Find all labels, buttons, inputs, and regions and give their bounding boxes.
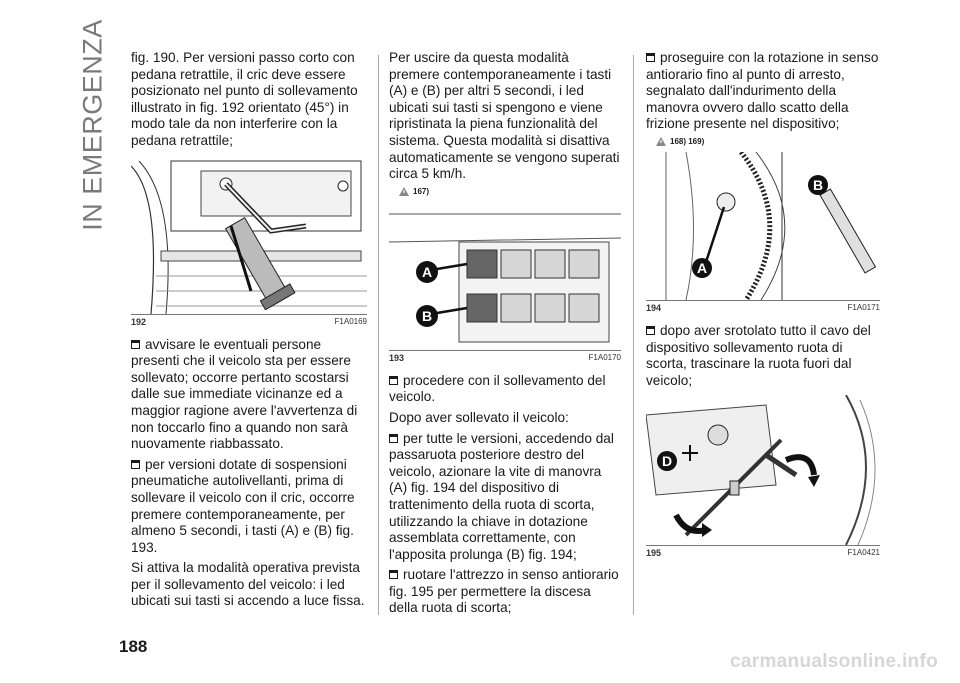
- figure-caption: 194 F1A0171: [646, 302, 880, 313]
- bullet-icon: [646, 53, 655, 62]
- bullet-item: procedere con il sollevamento del veicolo.: [389, 372, 606, 405]
- watermark: carmanualsonline.info: [730, 651, 938, 672]
- figure-caption: 192 F1A0169: [131, 316, 367, 327]
- spare-wheel-screw-illustration: [646, 152, 880, 300]
- warning-reference: 167): [399, 187, 621, 196]
- paragraph: Dopo aver sollevato il veicolo:: [389, 409, 569, 425]
- paragraph: Per uscire da questa modalità premere contemporaneamente i tasti (A) e (B) per altri 5 secondi, i led ubicati sui tasti si spengono e viene ripristinata la piena funzionalità del sistema. Questa modalità si disattiva automaticamente se vengono superati circa 5 km/h.: [389, 50, 620, 182]
- label-b: B: [812, 176, 824, 193]
- label-a: A: [421, 263, 433, 280]
- column-3: [646, 50, 880, 568]
- bullet-icon: [389, 570, 398, 579]
- label-d: D: [661, 453, 673, 470]
- figure-194: [646, 152, 880, 301]
- paragraph: fig. 190. Per versioni passo corto con pedana retrattile, il cric deve essere posizionato nel punto di sollevamento illustrato in fig. 192 orientato (45°) in modo tale da non interferire con la pedana retrattile;: [131, 50, 358, 148]
- column-2: [389, 50, 621, 621]
- label-b: B: [421, 307, 433, 324]
- figure-195: [646, 395, 880, 546]
- warning-reference: 168) 169): [656, 137, 880, 146]
- warning-icon: [656, 137, 666, 146]
- figure-192: [131, 156, 367, 315]
- bullet-item: avvisare le eventuali persone presenti che il veicolo sta per essere sollevato; occorre pertanto scostarsi dalle sue immediate vicinanze ed a maggior ragione avere l'avvertenza di non toccarlo fino a quando non sarà nuovamente riabbassato.: [131, 336, 358, 452]
- jack-position-illustration: [131, 156, 367, 314]
- label-a: A: [696, 259, 708, 276]
- bullet-item: proseguire con la rotazione in senso antiorario fino al punto di arresto, segnalato dall'indurimento della manovra ovvero dallo scatto della frizione presente nel dispositivo;: [646, 50, 879, 132]
- bullet-item: dopo aver srotolato tutto il cavo del dispositivo sollevamento ruota di scorta, trascinare la ruota fuori dal veicolo;: [646, 322, 871, 388]
- figure-193: [389, 202, 621, 351]
- column-1: [131, 50, 367, 614]
- bullet-item: per tutte le versioni, accedendo dal passaruota posteriore destro del veicolo, azionare la vite di manovra (A) fig. 194 del dispositivo di trattenimento della ruota di scorta, utilizzando la chiave in dotazione assemblata correttamente, con l'apposita prolunga (B) fig. 194;: [389, 430, 614, 562]
- bullet-icon: [389, 376, 398, 385]
- figure-caption: 195 F1A0421: [646, 548, 880, 559]
- column-divider: [378, 55, 379, 615]
- bullet-item: per versioni dotate di sospensioni pneumatiche autolivellanti, prima di sollevare il veicolo con il cric, occorre premere contemporaneamente, per almeno 5 secondi, i tasti (A) e (B) fig. 193.: [131, 456, 355, 555]
- bullet-icon: [131, 460, 140, 469]
- section-title: IN EMERGENZA: [77, 19, 108, 231]
- tool-rotation-illustration: [646, 395, 880, 545]
- bullet-icon: [646, 326, 655, 335]
- bullet-icon: [389, 434, 398, 443]
- figure-caption: 193 F1A0170: [389, 352, 621, 363]
- column-divider: [633, 55, 634, 615]
- warning-icon: [399, 187, 409, 196]
- bullet-item: ruotare l'attrezzo in senso antiorario fig. 195 per permettere la discesa della ruota di scorta;: [389, 567, 619, 616]
- bullet-icon: [131, 340, 140, 349]
- suspension-buttons-illustration: [389, 202, 621, 350]
- paragraph: Si attiva la modalità operativa prevista per il sollevamento del veicolo: i led ubicati sui tasti si accendo a luce fissa.: [131, 560, 365, 609]
- page-number: 188: [119, 637, 148, 656]
